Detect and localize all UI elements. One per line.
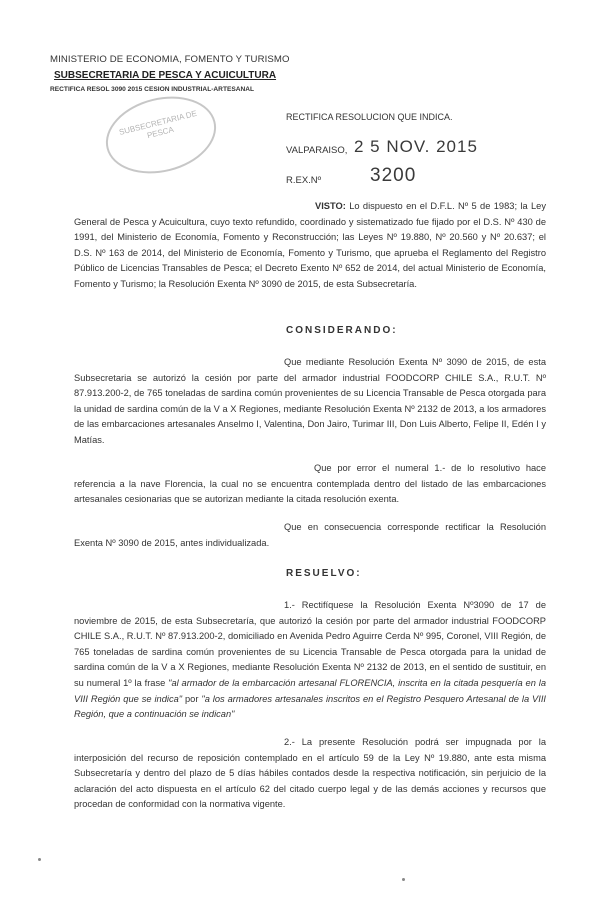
considerando-heading: CONSIDERANDO: xyxy=(286,325,398,336)
visto-paragraph xyxy=(74,199,546,293)
subsecretaria-name: SUBSECRETARIA DE PESCA Y ACUICULTURA xyxy=(54,70,277,81)
considerando-p2: Que por error el numeral 1.- de lo resolutivo hace referencia a la nave Florencia, la cual no se encuentra contemplada dentro del listado de las embarcaciones artesanales cesionarias que se autorizan mediante la citada resolución exenta. xyxy=(74,463,546,505)
resolution-title: RECTIFICA RESOLUCION QUE INDICA. xyxy=(286,112,453,122)
resuelvo-p2: 2.- La presente Resolución podrá ser impugnada por la interposición del recurso de reposición contemplado en el artículo 59 de la Ley Nº 19.880, ante esta misma Subsecretaría y dentro del plazo de 5 días hábiles contados desde la respectiva notificación, sin perjuicio de la aclaración del acto dispuesta en el artículo 62 del citado cuerpo legal y de las demás acciones y recursos que procedan de conformidad con la normativa vigente. xyxy=(74,737,546,810)
considerando-p1: Que mediante Resolución Exenta Nº 3090 de 2015, de esta Subsecretaria se autorizó la cesión por parte del armador industrial FOODCORP CHILE S.A., R.U.T. Nº 87.913.200-2, de 765 toneladas de sardina común provenientes de su Licencia Transable de Pesca otorgada para la unidad de sardina común de la V a X Regiones, mediante Resolución Exenta Nº 2132 de 2013, a los armadores de las embarcaciones artesanales Anselmo I, Valentina, Don Jairo, Turimar III, Don Luis Alberto, Felipe II, Edén I y Matías. xyxy=(74,357,546,445)
visto-label: VISTO: xyxy=(315,201,346,211)
resuelvo-p1-mid: por xyxy=(182,693,202,704)
resuelvo-p1-text: 1.- Rectifíquese la Resolución Exenta Nº3090 de 17 de noviembre de 2015, de esta Subsecretaría, que autorizó la cesión por parte del armador industrial FOODCORP CHILE S.A., R.U.T. Nº 87.913.200-2, domiciliado en Avenida Pedro Aguirre Cerda Nº 995, Coronel, VIII Región, de 765 toneladas de sardina común provenientes de su Licencia Transable de Pesca otorgada para la unidad de sardina común de la V a X Regiones, mediante Resolución Exenta Nº 2132 de 2013, en el sentido de sustituir, en su numeral 1º la frase xyxy=(74,600,546,688)
official-seal xyxy=(98,86,225,185)
rex-number: 3200 xyxy=(370,165,417,186)
reference-line: RECTIFICA RESOL 3090 2015 CESION INDUSTRIAL-ARTESANAL xyxy=(50,86,255,93)
seal-text: SUBSECRETARIA DE PESCA xyxy=(118,108,198,141)
rex-label: R.EX.Nº xyxy=(286,175,322,186)
resuelvo-heading: RESUELVO: xyxy=(286,568,362,579)
resuelvo-p1 xyxy=(74,598,546,723)
ministry-name: MINISTERIO DE ECONOMIA, FOMENTO Y TURISMO xyxy=(50,54,290,65)
scan-speck xyxy=(38,858,41,861)
resuelvo-p1-quote1: "al armador de la embarcación artesanal FLORENCIA, inscrita en la citada pesquería en la VIII Región que se indica" xyxy=(74,677,546,704)
resuelvo-p1-quote2: "a los armadores artesanales inscritos en el Registro Pesquero Artesanal de la VIII Región, que a continuación se indican" xyxy=(74,693,546,720)
resolution-date: 2 5 NOV. 2015 xyxy=(354,137,478,156)
considerando-p3: Que en consecuencia corresponde rectificar la Resolución Exenta Nº 3090 de 2015, antes individualizada. xyxy=(74,522,546,548)
scan-speck xyxy=(402,878,405,881)
visto-text: Lo dispuesto en el D.F.L. Nº 5 de 1983; la Ley General de Pesca y Acuicultura, cuyo texto refundido, coordinado y sistematizado fue fijado por el D.S. Nº 430 de 1991, del Ministerio de Economía, Fomento y Reconstrucción; las Leyes Nº 19.880, Nº 20.560 y Nº 20.637; el D.S. Nº 163 de 2014, del Ministerio de Economía, Fomento y Turismo, que aprueba el Reglamento del Registro Público de Licencias Transables de Pesca; el Decreto Exento Nº 652 de 2014, del actual Ministerio de Economía, Fomento y Turismo; la Resolución Exenta Nº 3090 de 2015, de esta Subsecretaría. xyxy=(74,201,546,289)
place-label: VALPARAISO, xyxy=(286,145,348,156)
